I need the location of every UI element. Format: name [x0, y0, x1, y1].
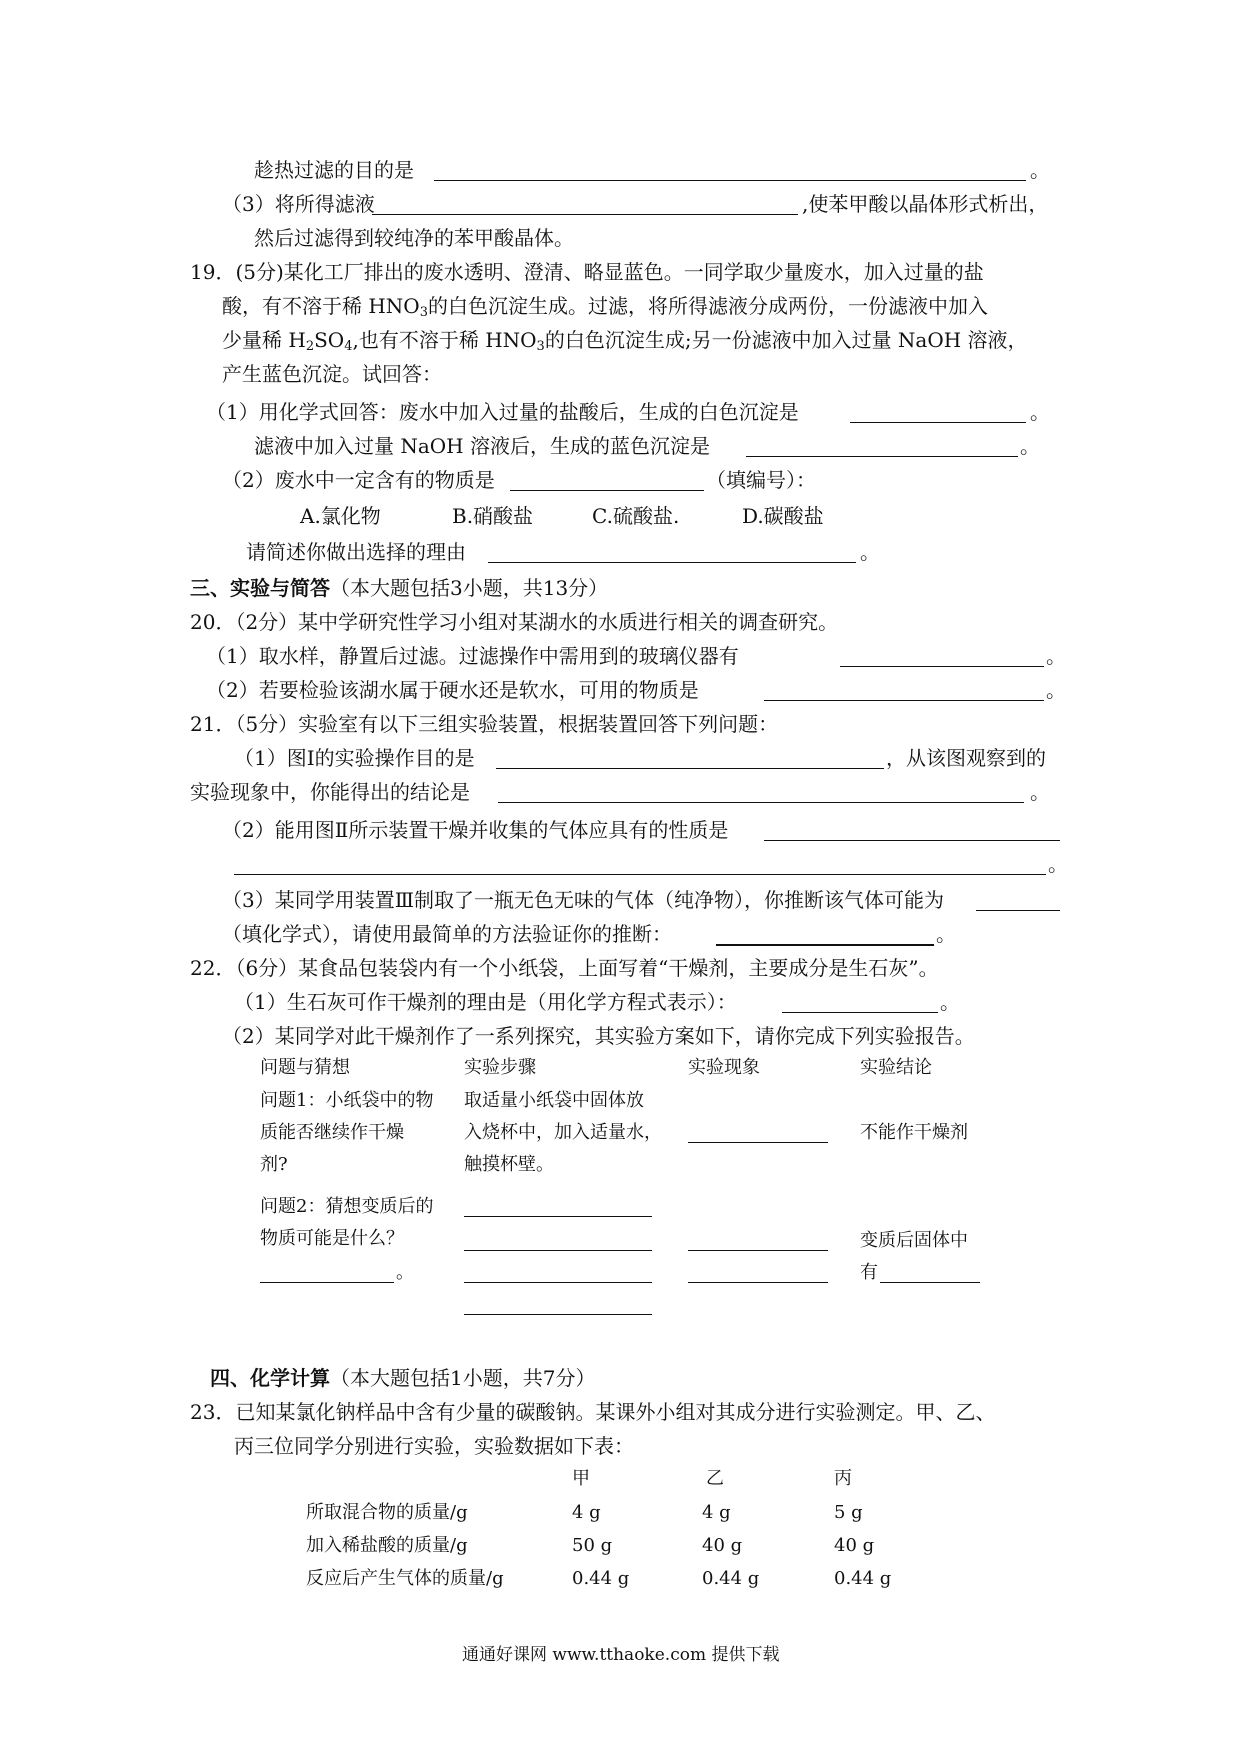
report-header-steps: 实验步骤: [464, 1057, 536, 1078]
table-row-label: 所取混合物的质量/g: [306, 1502, 468, 1523]
table-cell: 50 g: [572, 1535, 613, 1556]
q21-period2: 。: [1048, 852, 1068, 876]
q20-period2: 。: [1046, 678, 1066, 702]
q18-line3: 然后过滤得到较纯净的苯甲酸晶体。: [254, 226, 574, 250]
q19-part1b: 滤液中加入过量 NaOH 溶液后，生成的蓝色沉淀是: [254, 434, 710, 458]
q19-blank-white-precipitate[interactable]: [850, 422, 1026, 423]
q20-line1: 20．（2分）某中学研究性学习小组对某湖水的水质进行相关的调查研究。: [190, 610, 839, 634]
q22-line1: 22．（6分）某食品包装袋内有一个小纸袋，上面写着“干燥剂，主要成分是生石灰”。: [190, 956, 939, 980]
report-header-question: 问题与猜想: [260, 1057, 350, 1078]
q19-blank-blue-precipitate[interactable]: [746, 456, 1018, 457]
q19-blank-substance[interactable]: [510, 490, 704, 491]
report-step1-line3: 触摸杯壁。: [464, 1154, 554, 1175]
report-q1-line3: 剂?: [260, 1154, 288, 1175]
report-blank-phenomenon2a[interactable]: [688, 1250, 828, 1251]
table-cell: 40 g: [702, 1535, 743, 1556]
q18-blank1[interactable]: [434, 180, 1026, 181]
q21-blank-property-2[interactable]: [234, 874, 1046, 875]
table-col-jia: 甲: [572, 1468, 590, 1489]
table-col-yi: 乙: [706, 1468, 724, 1489]
q19-reason: 请简述你做出选择的理由: [246, 540, 466, 564]
q19-option-d: D.碳酸盐: [742, 504, 824, 528]
q19-line4: 产生蓝色沉淀。试回答：: [222, 362, 442, 386]
q23-line1: 23．已知某氯化钠样品中含有少量的碳酸钠。某课外小组对其成分进行实验测定。甲、乙、: [190, 1400, 996, 1424]
q21-line2a: （1）图Ⅰ的实验操作目的是: [234, 746, 475, 770]
q21-line1: 21．（5分）实验室有以下三组实验装置，根据装置回答下列问题：: [190, 712, 779, 736]
q21-period3: 。: [936, 922, 956, 946]
q19-option-c: C.硫酸盐.: [592, 504, 680, 528]
report-blank-step2-1[interactable]: [464, 1216, 652, 1217]
report-conclusion2-line2: 有: [860, 1262, 878, 1283]
q19-part1: （1）用化学式回答：废水中加入过量的盐酸后，生成的白色沉淀是: [206, 400, 799, 424]
table-cell: 0.44 g: [702, 1568, 760, 1589]
q19-option-a: A.氯化物: [300, 504, 381, 528]
q19-option-b: B.硝酸盐: [452, 504, 534, 528]
q22-period1: 。: [940, 990, 960, 1014]
section-3-heading: 三、实验与简答（本大题包括3小题，共13分）: [190, 576, 609, 600]
table-cell: 4 g: [572, 1502, 601, 1523]
report-conclusion2-line1: 变质后固体中: [860, 1230, 968, 1251]
q21-line4: （2）能用图Ⅱ所示装置干燥并收集的气体应具有的性质是: [222, 818, 729, 842]
report-q1-line2: 质能否继续作干燥: [260, 1122, 404, 1143]
table-cell: 0.44 g: [572, 1568, 630, 1589]
report-blank-step2-2[interactable]: [464, 1250, 652, 1251]
q20-period1: 。: [1046, 644, 1066, 668]
table-row-label: 反应后产生气体的质量/g: [306, 1568, 504, 1589]
report-blank-phenomenon1[interactable]: [688, 1142, 828, 1143]
q21-blank-property-1[interactable]: [764, 840, 1060, 841]
q21-blank-verify[interactable]: [716, 944, 934, 946]
q20-line2: （1）取水样，静置后过滤。过滤操作中需用到的玻璃仪器有: [206, 644, 739, 668]
report-blank-step2-4[interactable]: [464, 1314, 652, 1315]
q19-period1: 。: [1030, 400, 1050, 424]
q20-line3: （2）若要检验该湖水属于硬水还是软水，可用的物质是: [206, 678, 699, 702]
q21-blank-gas[interactable]: [976, 910, 1060, 911]
table-cell: 40 g: [834, 1535, 875, 1556]
q21-line3: 实验现象中，你能得出的结论是: [190, 780, 470, 804]
q21-line2b: ，从该图观察到的: [886, 746, 1046, 770]
q22-blank-equation[interactable]: [782, 1012, 938, 1013]
q19-line1: 19．(5分)某化工厂排出的废水透明、澄清、略显蓝色。一同学取少量废水，加入过量的盐: [190, 260, 984, 284]
q22-line2: （1）生石灰可作干燥剂的理由是（用化学方程式表示）：: [234, 990, 737, 1014]
table-col-bing: 丙: [834, 1468, 852, 1489]
q19-period2: 。: [1020, 434, 1040, 458]
q18-line2-prefix: （3）将所得滤液: [222, 192, 375, 216]
report-blank-step2-3[interactable]: [464, 1282, 652, 1283]
report-step1-line1: 取适量小纸袋中固体放: [464, 1090, 644, 1111]
report-blank-conclusion2[interactable]: [880, 1282, 980, 1283]
q22-line3: （2）某同学对此干燥剂作了一系列探究，其实验方案如下，请你完成下列实验报告。: [222, 1024, 975, 1048]
q18-line1-end: 。: [1030, 158, 1050, 182]
report-guess-period: 。: [396, 1262, 414, 1283]
report-step1-line2: 入烧杯中，加入适量水，: [464, 1122, 662, 1143]
q19-line2: 酸，有不溶于稀 $HNO_3$的白色沉淀生成。过滤，将所得滤液分成两份，一份滤液中加入: [222, 294, 988, 320]
report-blank-phenomenon2b[interactable]: [688, 1282, 828, 1283]
q19-period3: 。: [860, 540, 880, 564]
q19-blank-reason[interactable]: [488, 562, 856, 563]
q21-period1: 。: [1030, 780, 1050, 804]
q21-blank-conclusion[interactable]: [498, 802, 1024, 803]
q21-line6: （3）某同学用装置Ⅲ制取了一瓶无色无味的气体（纯净物），你推断该气体可能为: [222, 888, 945, 912]
report-conclusion1: 不能作干燥剂: [860, 1122, 968, 1143]
report-q2-line1: 问题2：猜想变质后的: [260, 1196, 434, 1217]
report-header-phenomenon: 实验现象: [688, 1057, 760, 1078]
report-header-conclusion: 实验结论: [860, 1057, 932, 1078]
q19-line3: 少量稀 $H_2SO_4$,也有不溶于稀 $HNO_3$的白色沉淀生成;另一份滤液中加入过量 NaOH 溶液，: [222, 328, 1028, 354]
section-4-heading: 四、化学计算（本大题包括1小题，共7分）: [210, 1366, 596, 1390]
q18-blank2[interactable]: [372, 214, 798, 215]
q20-blank-glassware[interactable]: [840, 666, 1044, 667]
q19-part2-note: （填编号）：: [706, 468, 816, 492]
table-cell: 5 g: [834, 1502, 863, 1523]
q20-blank-reagent[interactable]: [764, 700, 1044, 701]
page-footer: 通通好课网 www.tthaoke.com 提供下载: [462, 1645, 780, 1665]
q19-part2: （2）废水中一定含有的物质是: [222, 468, 495, 492]
q18-line1: 趁热过滤的目的是: [254, 158, 414, 182]
table-cell: 0.44 g: [834, 1568, 892, 1589]
q23-line2: 丙三位同学分别进行实验，实验数据如下表：: [234, 1434, 634, 1458]
report-q1-line1: 问题1：小纸袋中的物: [260, 1090, 434, 1111]
table-row-label: 加入稀盐酸的质量/g: [306, 1535, 468, 1556]
q18-line2-suffix: ,使苯甲酸以晶体形式析出，: [802, 192, 1049, 216]
report-q2-line2: 物质可能是什么？: [260, 1228, 404, 1249]
report-blank-guess[interactable]: [260, 1282, 394, 1283]
q21-line7: （填化学式），请使用最简单的方法验证你的推断：: [222, 922, 672, 946]
q21-blank-purpose[interactable]: [496, 768, 884, 769]
table-cell: 4 g: [702, 1502, 731, 1523]
